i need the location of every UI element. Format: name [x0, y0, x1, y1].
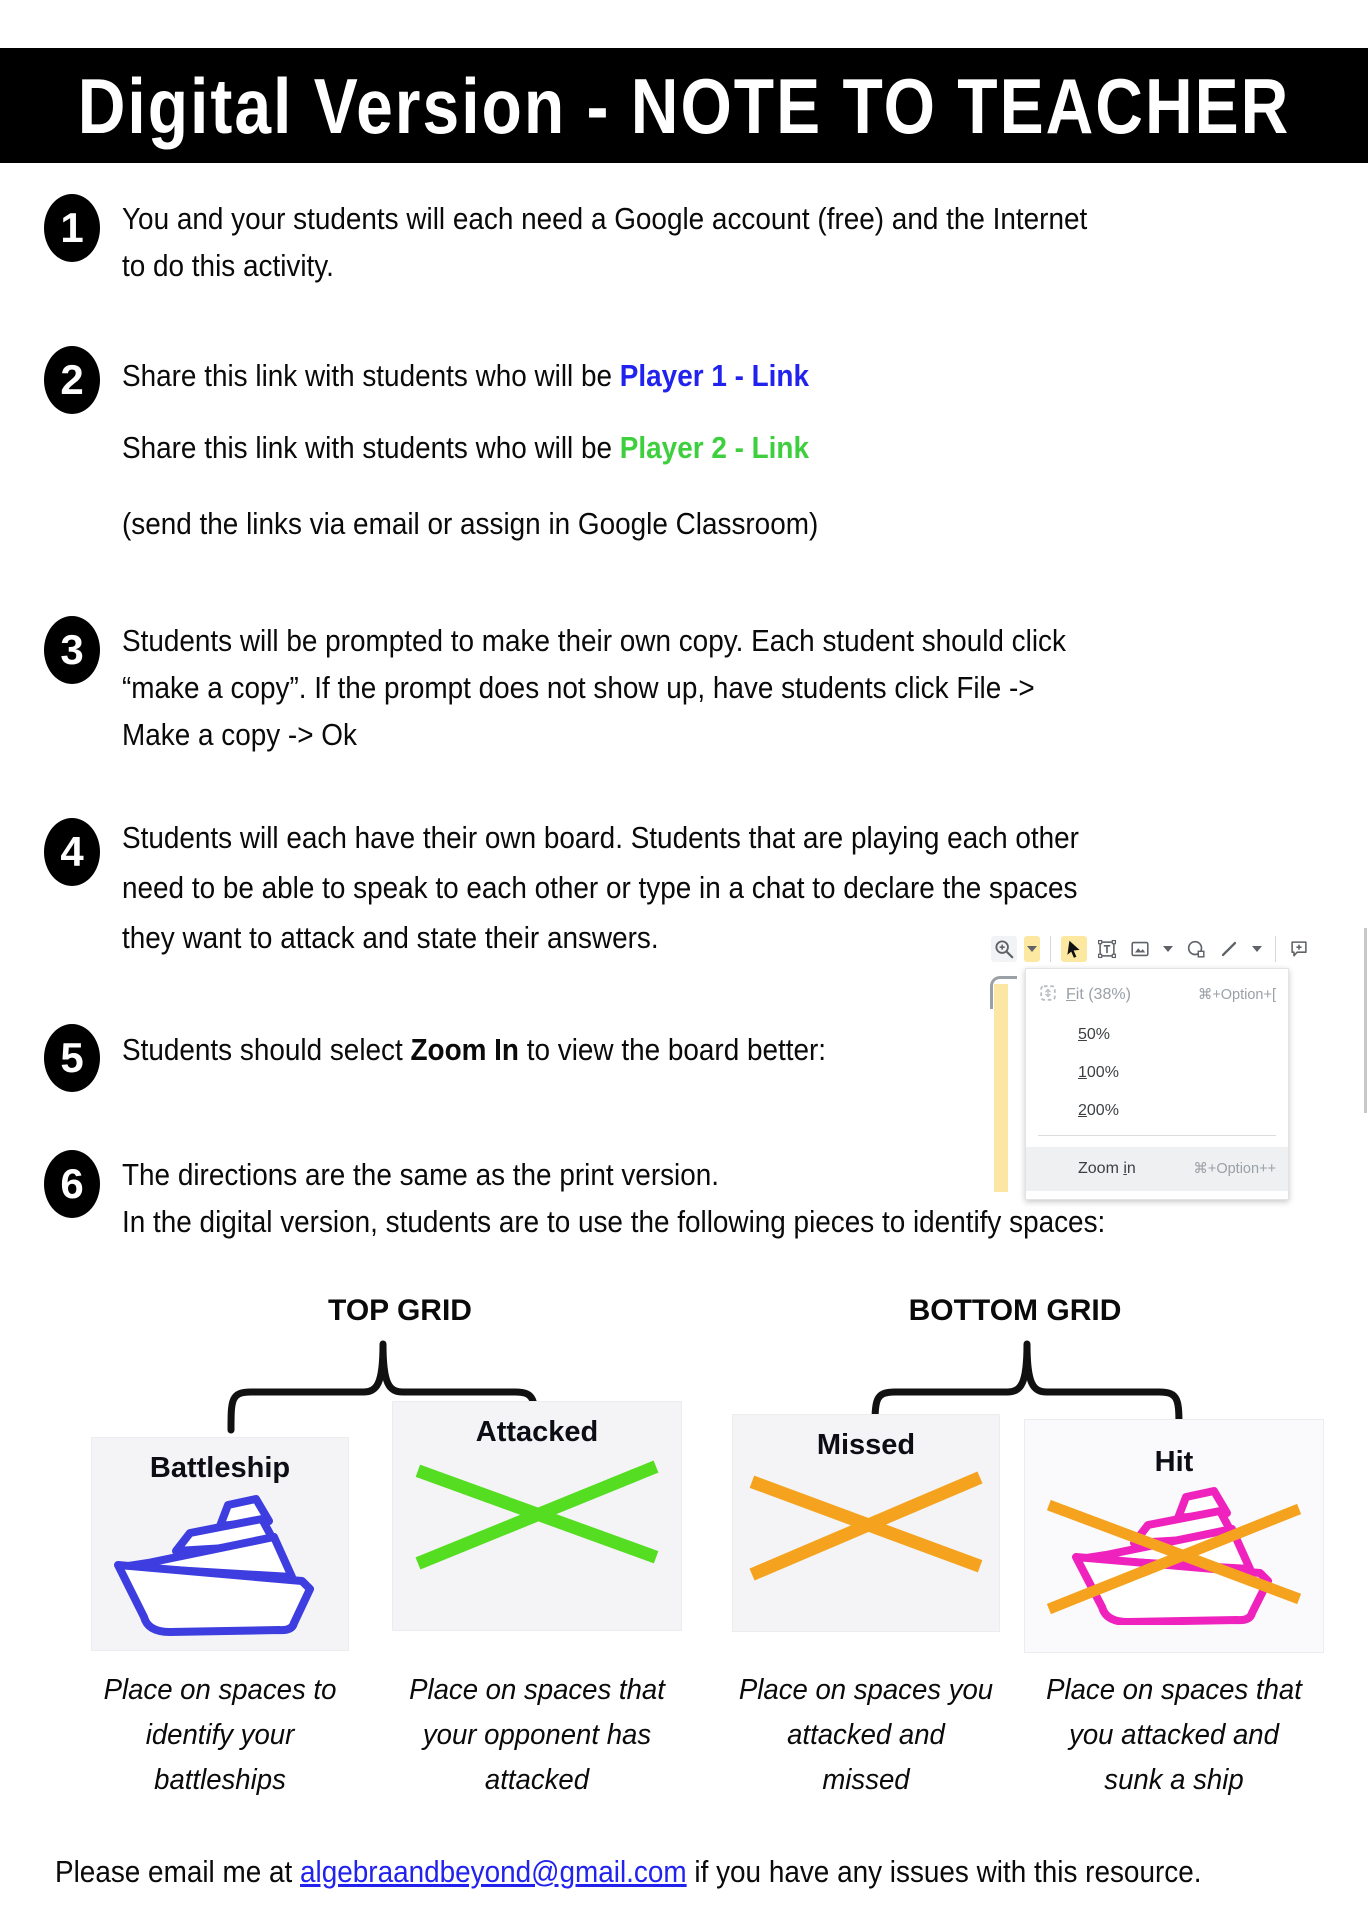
email-link[interactable]: algebraandbeyond@gmail.com	[300, 1854, 687, 1889]
page-title: Digital Version - NOTE TO TEACHER	[77, 61, 1291, 150]
caption-missed: Place on spaces you attacked and missed	[738, 1674, 994, 1796]
slide-fragment	[985, 972, 1021, 1196]
step-1-text: You and your students will each need a Google account (free) and the Internet to do this activity.	[122, 201, 1088, 283]
insert-shape-icon[interactable]	[1183, 936, 1209, 962]
step-1-number: 1	[44, 194, 100, 262]
menu-item-100[interactable]: 100%	[1078, 1064, 1119, 1081]
slides-zoom-screenshot	[985, 928, 1367, 1198]
step-3-text: Students will be prompted to make their own copy. Each student should click “make a copy”. If the prompt does not show up, have students click File -> Make a copy -> Ok	[122, 623, 1066, 752]
step-4-number: 4	[44, 818, 100, 886]
step-2-number: 2	[44, 346, 100, 414]
image-dropdown-arrow[interactable]	[1160, 936, 1176, 962]
insert-comment-icon[interactable]	[1286, 936, 1312, 962]
missed-x-icon	[746, 1468, 986, 1592]
toolbar-separator	[1275, 936, 1276, 962]
fit-icon	[1038, 983, 1058, 1008]
caption-hit: Place on spaces that you attacked and sunk a ship	[1046, 1674, 1302, 1796]
step-4-text: Students will each have their own board. Students that are playing each other need to be able to speak to each other or type in a chat to declare the spaces they want to attack and state their answers.	[122, 820, 1079, 955]
scrollbar-edge[interactable]	[1364, 928, 1367, 1113]
step-6-text: The directions are the same as the print version. In the digital version, students are to use the following pieces to identify spaces:	[122, 1157, 1106, 1239]
top-grid-label: TOP GRID	[328, 1294, 472, 1327]
piece-tile-missed: Missed	[733, 1415, 999, 1631]
step-2-share2: Share this link with students who will be Player 2 - Link	[122, 430, 809, 465]
step-2-share1: Share this link with students who will be Player 1 - Link	[122, 358, 809, 393]
zoom-icon[interactable]	[991, 936, 1017, 962]
player-2-link[interactable]: Player 2 - Link	[619, 430, 809, 465]
menu-item-fit[interactable]: Fit (38%) ⌘+Option+[	[1026, 977, 1288, 1013]
caption-attacked: Place on spaces that your opponent has attacked	[409, 1674, 665, 1796]
select-cursor-icon[interactable]	[1061, 936, 1087, 962]
insert-line-icon[interactable]	[1216, 936, 1242, 962]
zoom-dropdown-menu	[1025, 968, 1289, 1200]
battleship-icon	[104, 1491, 336, 1641]
caption-battleship: Place on spaces to identify your battleships	[103, 1674, 337, 1796]
piece-tile-battleship: Battleship	[92, 1438, 348, 1650]
text-box-icon[interactable]	[1094, 936, 1120, 962]
menu-divider	[1038, 1135, 1276, 1136]
step-3-number: 3	[44, 616, 100, 684]
bottom-grid-label: BOTTOM GRID	[908, 1294, 1122, 1327]
footer-note: Please email me at algebraandbeyond@gmail.com if you have any issues with this resource.	[55, 1854, 1202, 1889]
slides-toolbar	[985, 928, 1361, 970]
piece-tile-attacked: Attacked	[393, 1402, 681, 1630]
menu-item-50[interactable]: 50%	[1078, 1026, 1111, 1043]
step-6-number: 6	[44, 1150, 100, 1218]
step-5-text: Students should select Zoom In to view the board better:	[122, 1032, 827, 1067]
line-dropdown-arrow[interactable]	[1249, 936, 1265, 962]
attacked-x-icon	[412, 1455, 662, 1585]
hit-ship-icon	[1044, 1485, 1304, 1625]
player-1-link[interactable]: Player 1 - Link	[619, 358, 809, 393]
title-banner	[0, 48, 1368, 163]
menu-item-200[interactable]: 200%	[1078, 1102, 1119, 1119]
step-2-note: (send the links via email or assign in Google Classroom)	[122, 506, 819, 541]
toolbar-separator	[1050, 936, 1051, 962]
zoom-dropdown-arrow[interactable]	[1024, 936, 1040, 962]
piece-tile-hit: Hit	[1025, 1420, 1323, 1652]
step-5-number: 5	[44, 1024, 100, 1092]
menu-item-zoom-in[interactable]: Zoom in ⌘+Option++	[1026, 1147, 1288, 1191]
insert-image-icon[interactable]	[1127, 936, 1153, 962]
